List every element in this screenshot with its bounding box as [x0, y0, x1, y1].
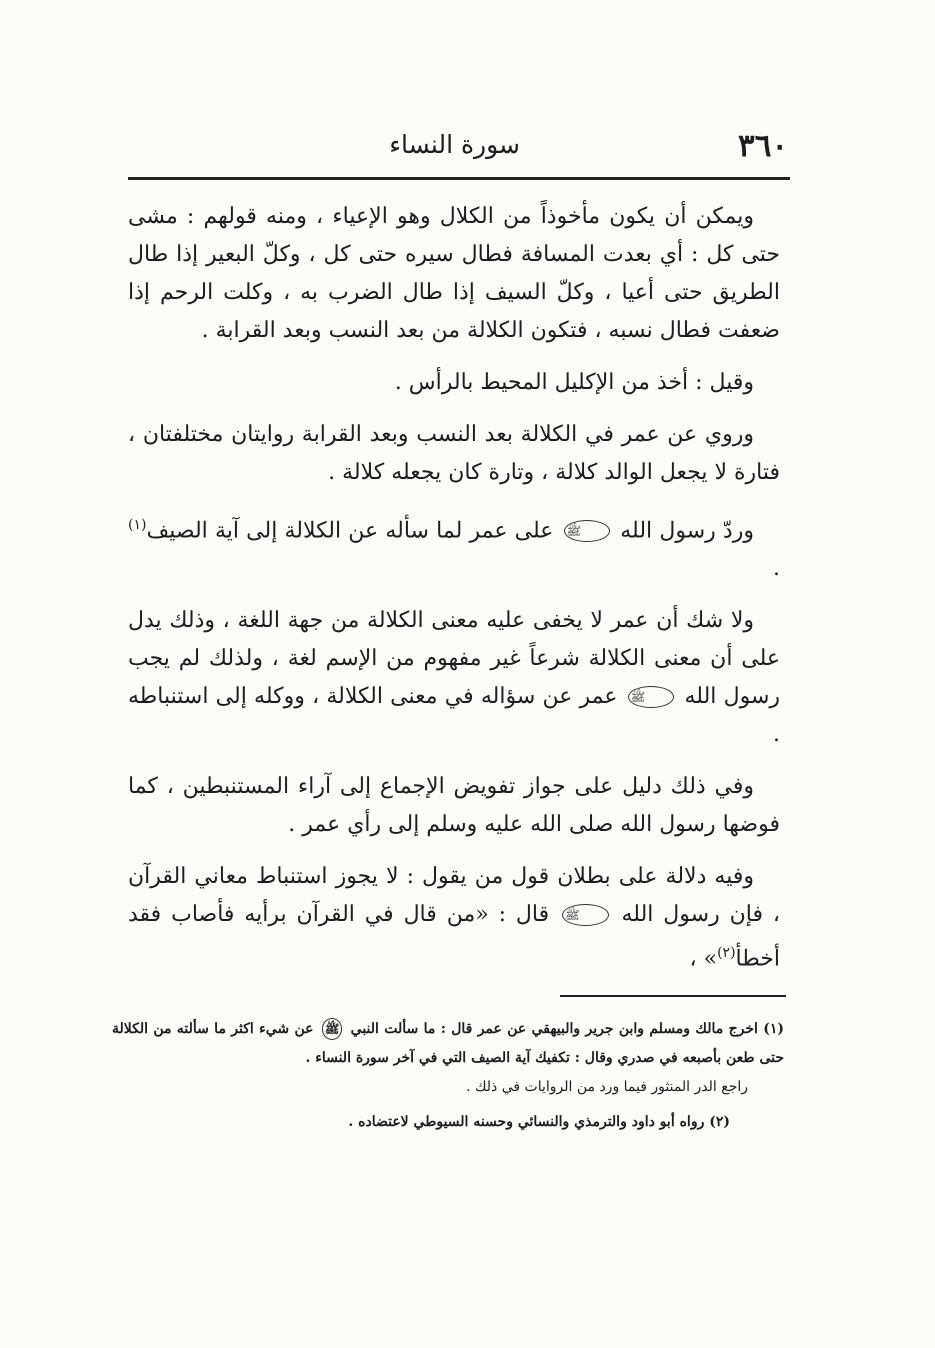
salawat-symbol: ﷺ: [628, 686, 675, 708]
footnote-2: (٢) رواه أبو داود والترمذي والنسائي وحسنه السيوطي لاعتضاده .: [348, 1114, 730, 1130]
paragraph-7-text-a: وفيه دلالة على بطلان قول من يقول : لا يجوز استنباط معاني القرآن ، فإن رسول الله: [128, 864, 781, 928]
footnote-divider: [560, 995, 786, 997]
salawat-symbol: ﷺ: [564, 520, 611, 542]
paragraph-5-text-a: ولا شك أن عمر لا يخفى عليه معنى الكلالة من جهة اللغة ، وذلك يدل على أن معنى الكلالة شرعاً غير مفهوم من الإسم لغة ، ولذلك لم يجب رسول الله: [128, 608, 780, 710]
page-number: ٣٦٠: [738, 128, 788, 164]
paragraph-4-end: .: [773, 556, 780, 582]
salawat-symbol: ﷺ: [322, 1018, 343, 1040]
paragraph-6: وفي ذلك دليل على جواز تفويض الإجماع إلى آراء المستنبطين ، كما فوضها رسول الله صلى الله عليه وسلم إلى رأي عمر .: [128, 774, 780, 838]
footnote-1-text-a: (١) اخرج مالك ومسلم وابن جرير والبيهقي عن عمر قال : ما سألت النبي: [350, 1021, 785, 1037]
footnote-ref-1: (١): [128, 517, 147, 533]
main-text: [128, 198, 780, 993]
footnote-1-text-b: عن شيء اكثر ما سألته من الكلالة حتى طعن بأصبعه في صدري وقال : تكفيك آية الصيف التي في آخر سورة النساء .: [112, 1021, 784, 1066]
paragraph-3: وروي عن عمر في الكلالة بعد النسب وبعد القرابة روايتان مختلفتان ، فتارة لا يجعل الوالد كلالة ، وتارة كان يجعله كلالة .: [128, 422, 780, 485]
paragraph-2: وقيل : أخذ من الإكليل المحيط بالرأس .: [394, 370, 754, 395]
paragraph-7-end: » ،: [689, 946, 718, 972]
paragraph-4-text-a: وردّ رسول الله: [620, 518, 754, 544]
paragraph-7: [128, 858, 780, 978]
paragraph-4-text-b: على عمر لما سأله عن الكلالة إلى آية الصيف: [146, 518, 554, 544]
page-header: [128, 118, 788, 178]
paragraph-5-text-b: عمر عن سؤاله في معنى الكلالة ، ووكله إلى استنباطه .: [128, 684, 780, 748]
footnote-ref-2: (٢): [717, 945, 736, 962]
footnote-1-reference: راجع الدر المنثور فيما ورد من الروايات في ذلك .: [466, 1079, 748, 1095]
paragraph-7-text-b: قال : «من قال في القرآن برأيه فأصاب فقد أخطأ: [128, 902, 780, 972]
header-divider: [128, 177, 790, 180]
paragraph-5: [128, 602, 780, 754]
page-title: سورة النساء: [389, 130, 520, 159]
paragraph-4: [128, 506, 780, 588]
salawat-symbol: ﷺ: [562, 904, 609, 926]
footnote-1: [112, 1015, 784, 1073]
paragraph-1: ويمكن أن يكون مأخوذاً من الكلال وهو الإعياء ، ومنه قولهم : مشى حتى كل : أي بعدت المسافة فطال سيره حتى كل ، وكلّ البعير إذا طال الطريق حتى أعيا ، وكلّ السيف إذا طال الضرب به ، وكلت الرحم إذا ضعفت فطال نسبه ، فتكون الكلالة من بعد النسب وبعد القرابة .: [128, 204, 780, 343]
footnotes: [112, 1015, 784, 1137]
